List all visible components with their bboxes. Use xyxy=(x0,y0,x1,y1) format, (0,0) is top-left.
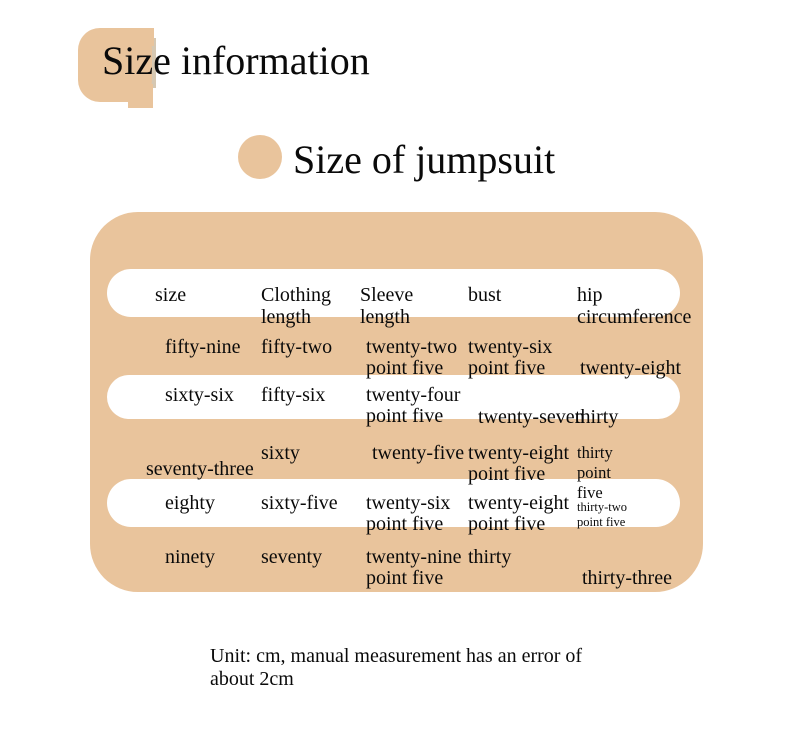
table-cell: thirty-two point five xyxy=(577,500,627,529)
header-cell-hip-circumference: hip circumference xyxy=(577,284,692,328)
table-cell: twenty-nine point five xyxy=(366,546,462,589)
table-cell: twenty-five xyxy=(372,442,465,464)
header-cell-bust: bust xyxy=(468,284,502,306)
table-cell: twenty-six point five xyxy=(468,336,553,379)
table-cell: thirty point five xyxy=(577,443,613,502)
table-cell: fifty-two xyxy=(261,336,333,358)
table-cell: thirty xyxy=(468,546,512,568)
table-cell: twenty-eight point five xyxy=(468,442,570,485)
table-cell: twenty-two point five xyxy=(366,336,458,379)
table-cell: fifty-six xyxy=(261,384,326,406)
table-cell: thirty-three xyxy=(582,567,672,589)
title-decoration-bottom-notch xyxy=(128,84,153,108)
table-cell: sixty-five xyxy=(261,492,338,514)
header-cell-size: size xyxy=(155,284,187,306)
unit-note: Unit: cm, manual measurement has an error of about 2cm xyxy=(210,645,583,690)
table-cell: twenty-four point five xyxy=(366,384,461,427)
size-table-card xyxy=(90,212,703,592)
table-cell: seventy-three xyxy=(146,458,254,480)
page-title: Size information xyxy=(102,38,370,83)
table-cell: twenty-six point five xyxy=(366,492,451,535)
table-cell: thirty xyxy=(575,406,619,428)
header-cell-clothing-length: Clothing length xyxy=(261,284,332,328)
table-cell: sixty-six xyxy=(165,384,234,406)
table-cell: twenty-seven xyxy=(478,406,585,428)
table-cell: eighty xyxy=(165,492,215,514)
table-cell: sixty xyxy=(261,442,300,464)
circle-bullet-icon xyxy=(238,135,282,179)
table-cell: twenty-eight xyxy=(580,357,682,379)
table-cell: seventy xyxy=(261,546,323,568)
subtitle-title: Size of jumpsuit xyxy=(293,137,556,182)
table-cell: fifty-nine xyxy=(165,336,241,358)
table-cell: ninety xyxy=(165,546,215,568)
header-cell-sleeve-length: Sleeve length xyxy=(360,284,414,328)
table-cell: twenty-eight point five xyxy=(468,492,570,535)
